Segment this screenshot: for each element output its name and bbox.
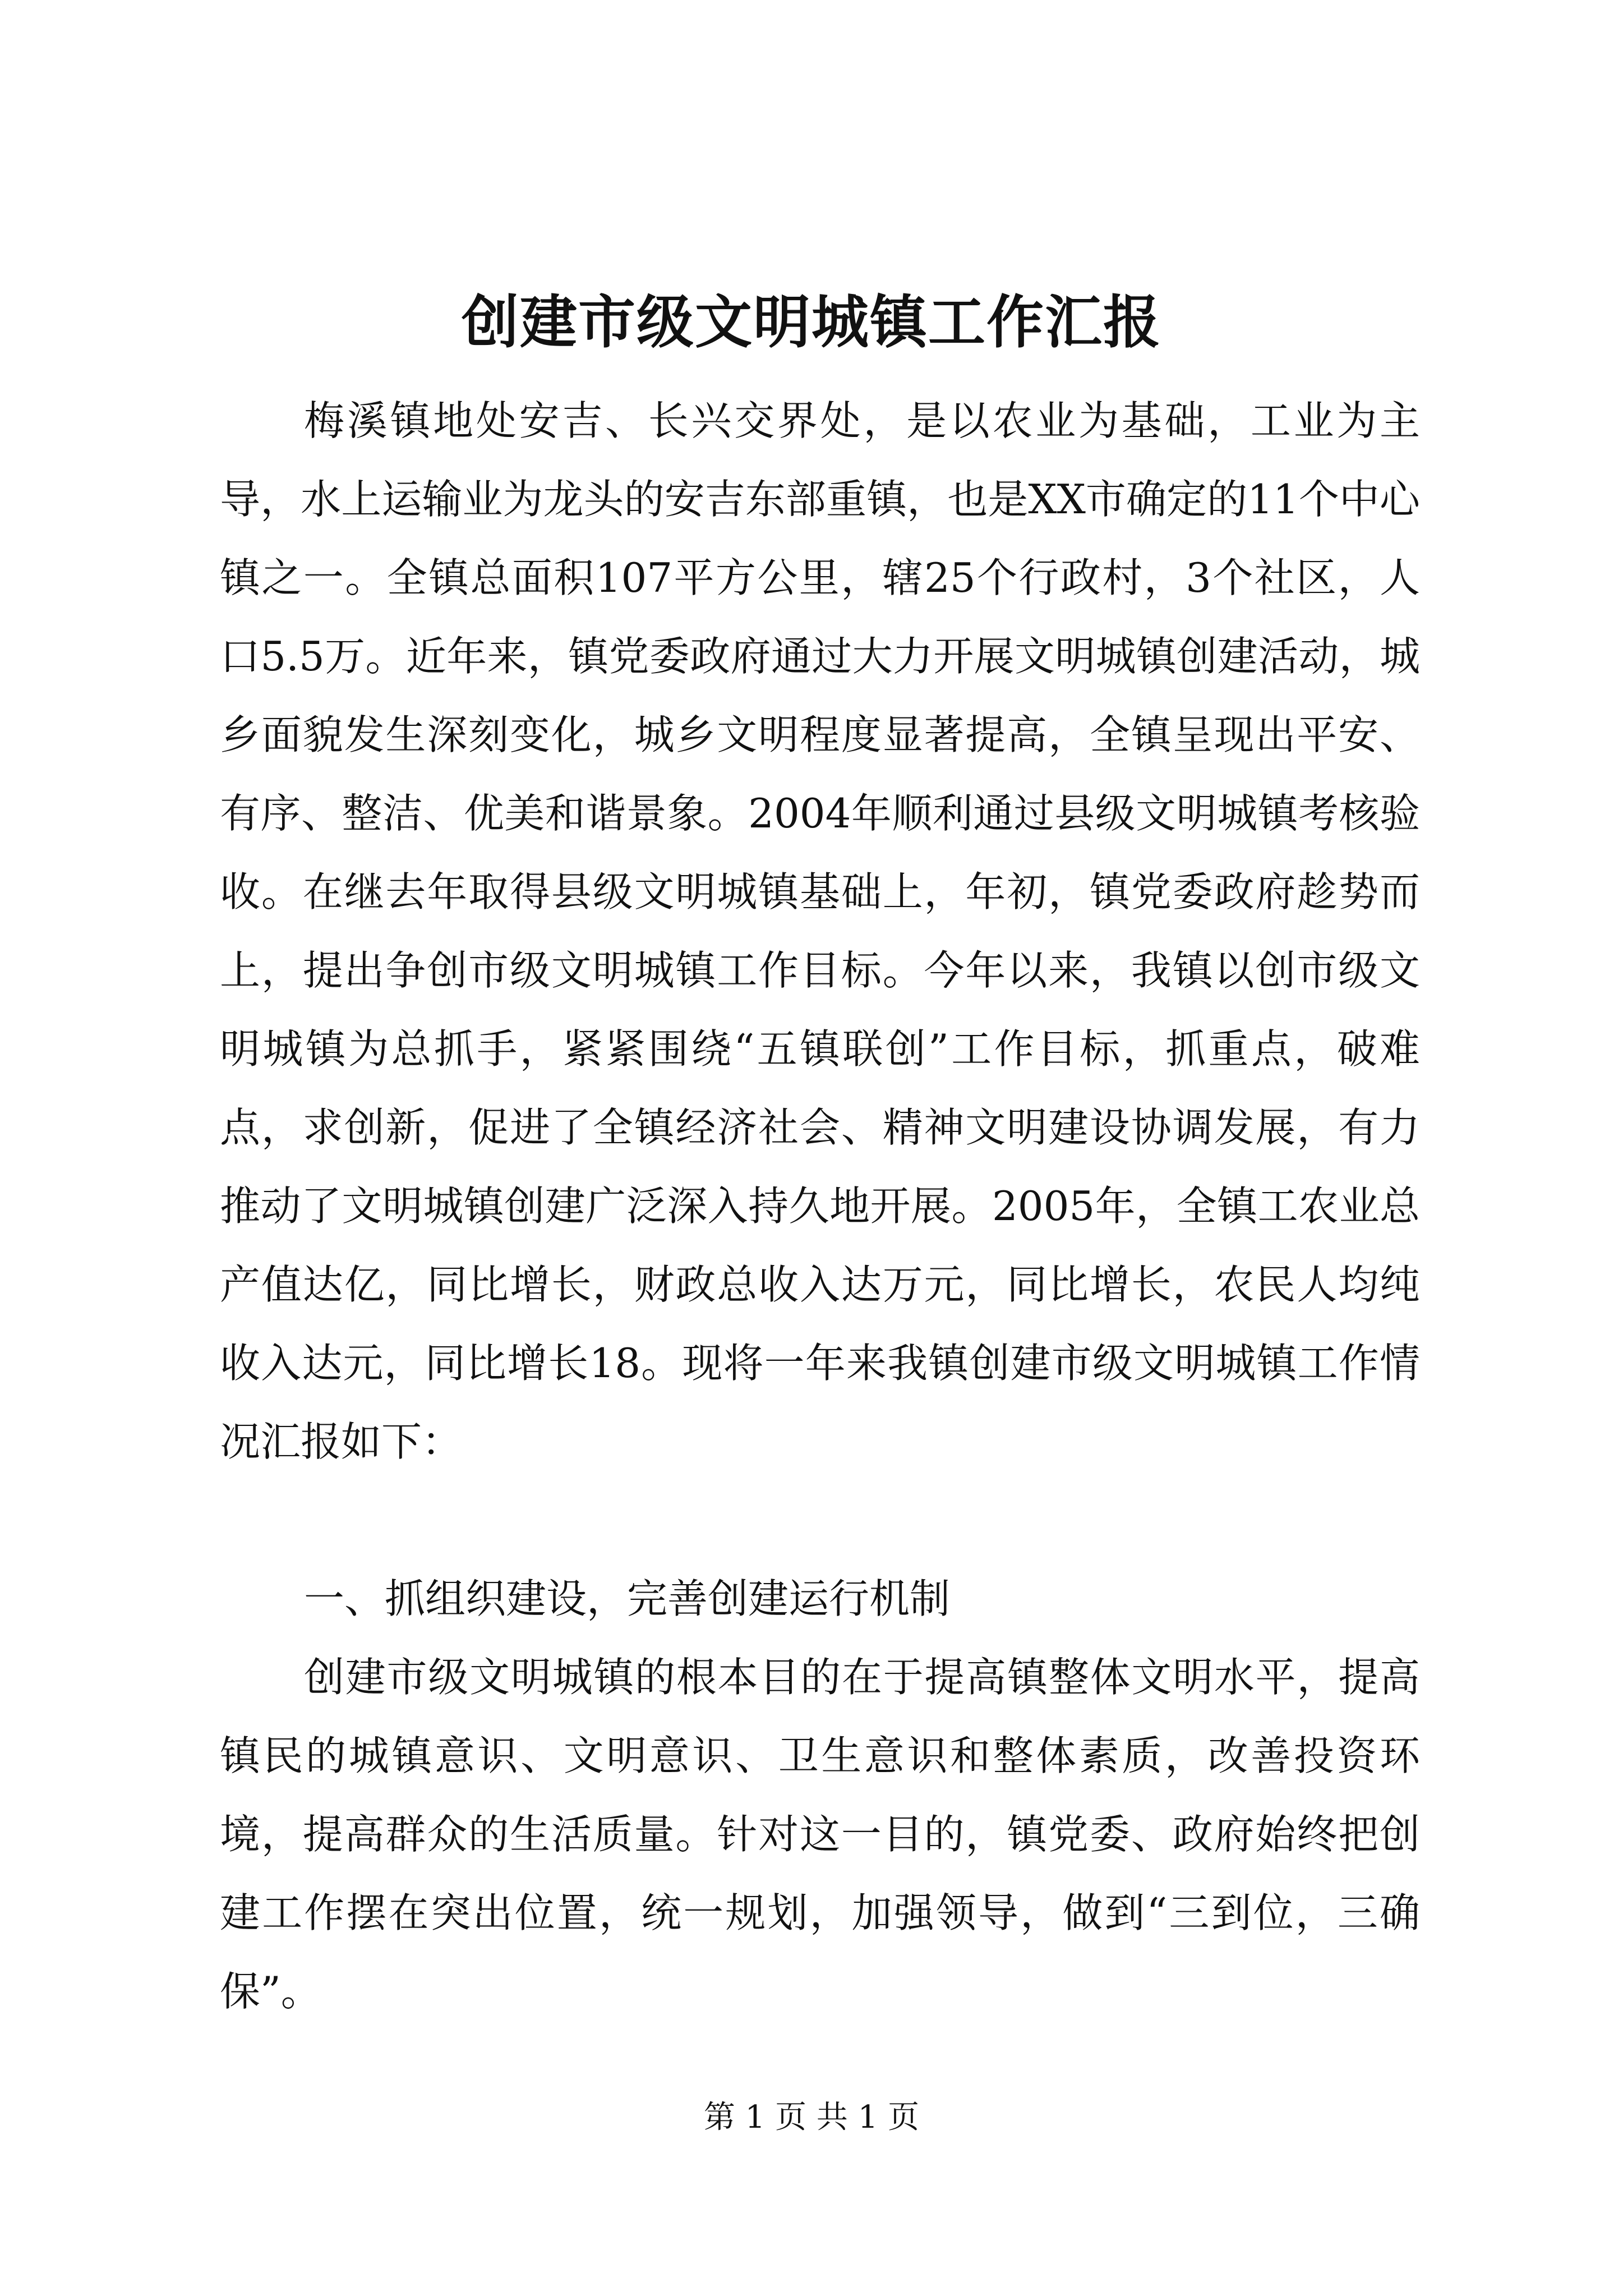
section-heading-1: 一、抓组织建设，完善创建运行机制 (304, 1575, 951, 1622)
document-title: 创建市级文明城镇工作汇报 (462, 289, 1161, 356)
body-paragraph-section-1: 创建市级文明城镇的根本目的在于提高镇整体文明水平，提高镇民的城镇意识、文明意识、卫生意识和整体素质，改善投资环境，提高群众的生活质量。针对这一目的，镇党委、政府始终把创建工作摆在突出位置，统一规划，加强领导，做到“三到位，三确保”。 (220, 1654, 1420, 2015)
body-paragraph-intro: 梅溪镇地处安吉、长兴交界处，是以农业为基础，工业为主导，水上运输业为龙头的安吉东部重镇，也是XX市确定的11个中心镇之一。全镇总面积107平方公里，辖25个行政村，3个社区，人口5.5万。近年来，镇党委政府通过大力开展文明城镇创建活动，城乡面貌发生深刻变化，城乡文明程度显著提高，全镇呈现出平安、有序、整洁、优美和谐景象。2004年顺利通过县级文明城镇考核验收。在继去年取得县级文明城镇基础上，年初，镇党委政府趁势而上，提出争创市级文明城镇工作目标。今年以来，我镇以创市级文明城镇为总抓手，紧紧围绕“五镇联创”工作目标，抓重点，破难点，求创新，促进了全镇经济社会、精神文明建设协调发展，有力推动了文明城镇创建广泛深入持久地开展。2005年，全镇工农业总产值达亿，同比增长，财政总收入达万元，同比增长，农民人均纯收入达元，同比增长18。现将一年来我镇创建市级文明城镇工作情况汇报如下： (220, 397, 1420, 1465)
page-number-footer: 第 1 页 共 1 页 (703, 2099, 920, 2136)
